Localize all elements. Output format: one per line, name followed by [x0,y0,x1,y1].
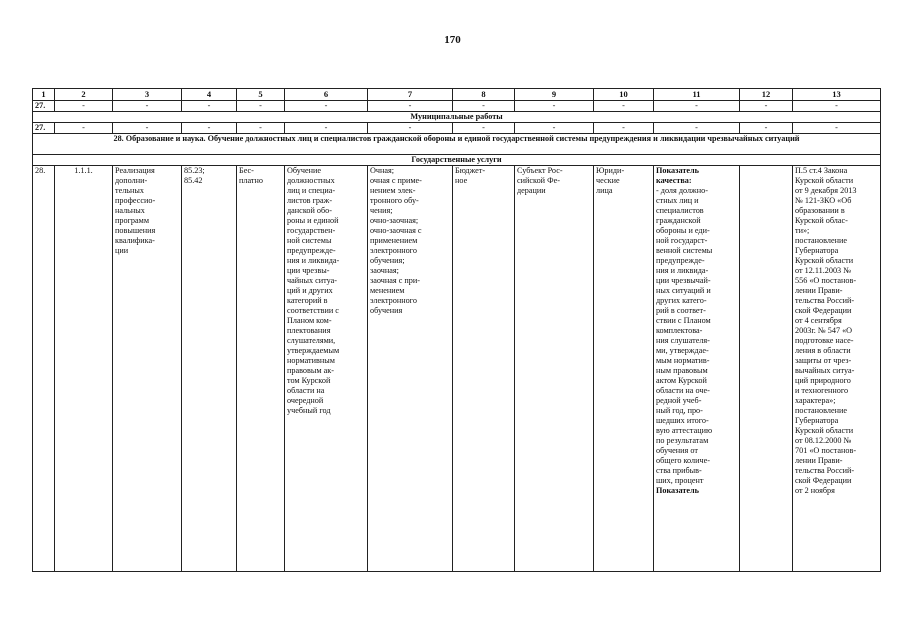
col-header: 12 [740,89,793,101]
table-cell: - [285,123,368,134]
col-header: 2 [55,89,113,101]
legal-basis: П.5 ст.4 Закона Курской области от 9 декабря 2013 № 121-ЗКО «Об образовании в Курской облас- ти»; постановление Губернатора Курской области от 12.11.2003 № 556 «О постанов- лении Прави- тельства Россий- ской Федерации от 4 сентября 2003г. № 547 «О подготовке насе- ления в области защиты от чрез- вычайных ситуа- ций природного и техногенного характера»; постановление Губернатора Курской области от 08.12.2000 № 701 «О постанов- лении Прави- тельства Россий- ской Федерации от 2 ноября [793,166,881,572]
table-cell: - [182,123,237,134]
table-cell: - [368,101,453,112]
col-header: 3 [113,89,182,101]
col-header: 10 [594,89,654,101]
page-number: 170 [444,34,461,46]
consumer-category: Юриди- ческие лица [594,166,654,572]
funding-type: Бюджет- ное [453,166,515,572]
table-cell: - [55,101,113,112]
section-row [33,134,881,155]
education-forms: Очная; очная с приме- нением элек- тронного обу- чения; очно-заочная; очно-заочная с применением электронного обучения; заочная; заочная с при- менением электронного обучения [368,166,453,572]
section-row [33,155,881,166]
row-number: 27. [33,123,55,134]
quality-indicator-heading: Показатель качества: [656,166,699,185]
indicator-footer: Показатель [656,486,699,495]
header-row [33,89,881,101]
table-cell [740,166,793,572]
responsible-entity: Субъект Рос- сийской Фе- дерации [515,166,594,572]
col-header: 1 [33,89,55,101]
col-header: 7 [368,89,453,101]
services-table [32,88,881,572]
table-cell: - [654,123,740,134]
table-cell: - [740,123,793,134]
col-header: 4 [182,89,237,101]
state-services-title: Государственные услуги [33,155,881,166]
payment-type: Бес- платно [237,166,285,572]
row-number: 27. [33,101,55,112]
table-cell: - [594,101,654,112]
table-cell: - [793,123,881,134]
table-cell: - [237,123,285,134]
section-row [33,112,881,123]
table-cell: - [285,101,368,112]
table-row [33,101,881,112]
col-header: 8 [453,89,515,101]
service-code: 1.1.1. [55,166,113,572]
table-cell: - [515,123,594,134]
table-cell: - [740,101,793,112]
col-header: 6 [285,89,368,101]
col-header: 13 [793,89,881,101]
table-cell: - [453,123,515,134]
table-row [33,166,881,572]
section-28-title: 28. Образование и наука. Обучение должностных лиц и специалистов гражданской обороны и единой государственной системы предупреждения и ликвидации чрезвычайных ситуаций [33,134,881,155]
table-cell: - [55,123,113,134]
table-cell: - [654,101,740,112]
col-header: 9 [515,89,594,101]
table-cell: - [113,101,182,112]
quality-indicators [654,166,740,572]
table-cell: - [368,123,453,134]
table-cell: - [453,101,515,112]
col-header: 5 [237,89,285,101]
col-header: 11 [654,89,740,101]
service-content: Обучение должностных лиц и специа- листов граж- данской обо- роны и единой государствен- ной системы предупрежде- ния и ликвида- ции чрезвы- чайных ситуа- ций и других категорий в соответствии с Планом ком- плектования слушателями, утверждаемым нормативным правовым ак- том Курской области на очередной учебный год [285,166,368,572]
table-cell: - [237,101,285,112]
okved-codes: 85.23; 85.42 [182,166,237,572]
quality-indicator-text: - доля должно- стных лиц и специалистов гражданской обороны и еди- ной государст- венной системы предупрежде- ния и ликвида- ции чрезвычай- ных ситуаций и других катего- рий в соответ- ствии с Планом комплектова- ния слушателя- ми, утверждае- мым норматив- ным правовым актом Курской области на оче- редной учеб- ный год, про- шедших итого- вую аттестацию по результатам обучения от общего количе- ства прибыв- ших, процент [656,186,713,485]
table-cell: - [515,101,594,112]
table-cell: - [793,101,881,112]
service-name: Реализация дополни- тельных профессио- нальных программ повышения квалифика- ции [113,166,182,572]
table-row [33,123,881,134]
table-cell: - [113,123,182,134]
table-cell: - [594,123,654,134]
municipal-works-title: Муниципальные работы [33,112,881,123]
row-number: 28. [33,166,55,572]
table-cell: - [182,101,237,112]
